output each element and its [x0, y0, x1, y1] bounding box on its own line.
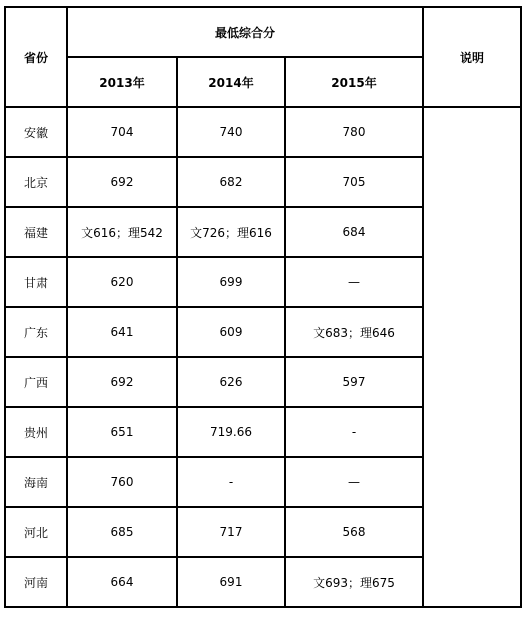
score-2014-cell: 699: [177, 257, 285, 307]
score-2014-cell: 691: [177, 557, 285, 607]
province-cell: 广西: [5, 357, 67, 407]
score-2013-cell: 文616；理542: [67, 207, 177, 257]
province-cell: 甘肃: [5, 257, 67, 307]
province-cell: 贵州: [5, 407, 67, 457]
note-cell: [423, 107, 521, 607]
score-2014-cell: 626: [177, 357, 285, 407]
score-2015-cell: 文693；理675: [285, 557, 423, 607]
province-cell: 河北: [5, 507, 67, 557]
score-2014-cell: 682: [177, 157, 285, 207]
province-cell: 河南: [5, 557, 67, 607]
province-cell: 广东: [5, 307, 67, 357]
province-cell: 福建: [5, 207, 67, 257]
score-2014-cell: 740: [177, 107, 285, 157]
province-cell: 安徽: [5, 107, 67, 157]
score-2014-cell: 719.66: [177, 407, 285, 457]
header-year-2014: 2014年: [177, 57, 285, 107]
score-2014-cell: 文726；理616: [177, 207, 285, 257]
score-2015-cell: —: [285, 257, 423, 307]
score-2014-cell: 717: [177, 507, 285, 557]
score-2013-cell: 704: [67, 107, 177, 157]
header-year-2015: 2015年: [285, 57, 423, 107]
province-cell: 海南: [5, 457, 67, 507]
score-2013-cell: 651: [67, 407, 177, 457]
score-2015-cell: 684: [285, 207, 423, 257]
score-2015-cell: 597: [285, 357, 423, 407]
score-2013-cell: 620: [67, 257, 177, 307]
score-2013-cell: 692: [67, 157, 177, 207]
header-year-2013: 2013年: [67, 57, 177, 107]
province-cell: 北京: [5, 157, 67, 207]
score-2014-cell: -: [177, 457, 285, 507]
score-2015-cell: 568: [285, 507, 423, 557]
score-2013-cell: 664: [67, 557, 177, 607]
table-row: [5, 107, 521, 157]
score-2015-cell: 文683；理646: [285, 307, 423, 357]
score-2013-cell: 685: [67, 507, 177, 557]
score-2013-cell: 760: [67, 457, 177, 507]
score-2015-cell: -: [285, 407, 423, 457]
score-2015-cell: —: [285, 457, 423, 507]
score-2013-cell: 641: [67, 307, 177, 357]
header-min-score: 最低综合分: [67, 7, 423, 57]
header-province: 省份: [5, 7, 67, 107]
score-2015-cell: 780: [285, 107, 423, 157]
header-note: 说明: [423, 7, 521, 107]
score-2015-cell: 705: [285, 157, 423, 207]
score-2014-cell: 609: [177, 307, 285, 357]
score-2013-cell: 692: [67, 357, 177, 407]
score-table: [4, 6, 522, 608]
